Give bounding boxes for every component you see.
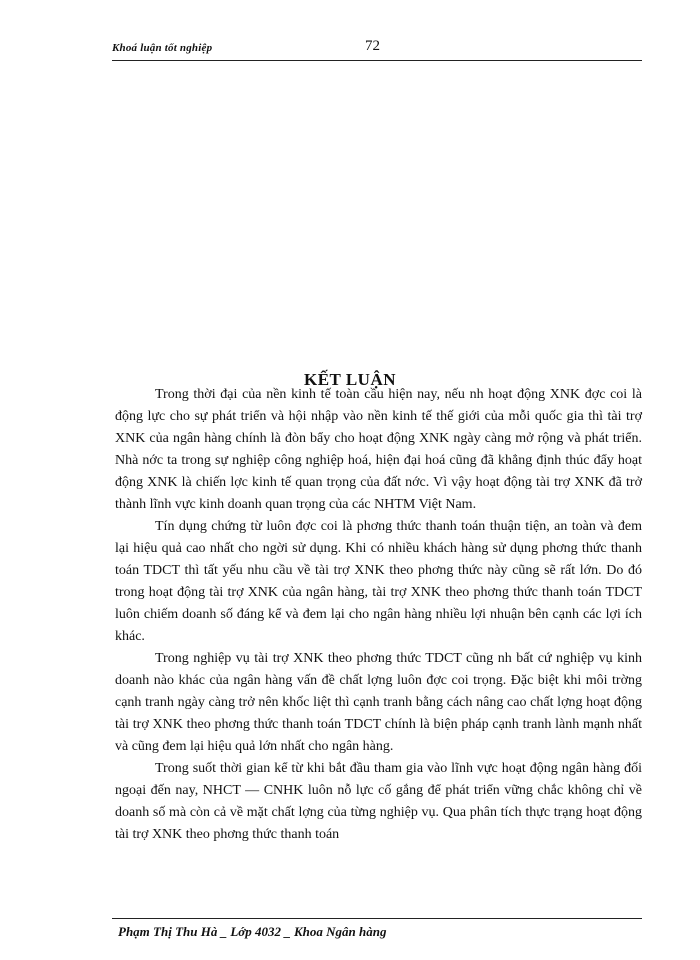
section-title: KẾT LUẬN: [303, 370, 396, 389]
paragraph: Tín dụng chứng từ luôn đợc coi là phơng thức thanh toán thuận tiện, an toàn và đem lại hiệu quả cao nhất cho ngời sử dụng. Khi có nhiều khách hàng sử dụng phơng thức thanh toán TDCT thì tất yếu nhu cầu về tài trợ XNK theo phơng thức này cũng sẽ rất lớn. Do đó trong hoạt động tài trợ XNK của ngân hàng, tài trợ XNK theo phơng thức thanh toán TDCT luôn chiếm doanh số đáng kể và đem lại cho ngân hàng nhiều lợi nhuận bên cạnh các lợi ích khác.: [115, 519, 642, 644]
paragraph: Trong suốt thời gian kể từ khi bắt đầu tham gia vào lĩnh vực hoạt động ngân hàng đối ngoại đến nay, NHCT — CNHK luôn nỗ lực cố gắng để phát triển vững chắc không chỉ về doanh số mà còn cả về mặt chất lợng của từng nghiệp vụ. Qua phân tích thực trạng hoạt động tài trợ XNK theo phơng thức thanh toán: [115, 761, 642, 842]
header-thesis-label: Khoá luận tốt nghiệp: [112, 42, 213, 54]
footer-divider: [112, 918, 642, 919]
header-divider: [112, 60, 642, 61]
paragraph: Trong nghiệp vụ tài trợ XNK theo phơng thức TDCT cũng nh bất cứ nghiệp vụ kinh doanh nào khác của ngân hàng vấn đề chất lợng luôn đợc coi trọng. Đặc biệt khi môi trờng cạnh tranh ngày càng trở nên khốc liệt thì cạnh tranh bằng cách nâng cao chất lợng hoạt động tài trợ XNK theo phơng thức thanh toán TDCT chính là biện pháp cạnh tranh lành mạnh nhất và cũng đem lại hiệu quả lớn nhất cho ngân hàng.: [115, 651, 642, 754]
page-number: 72: [365, 38, 380, 54]
page-footer: Phạm Thị Thu Hà _ Lớp 4032 _ Khoa Ngân hàng: [118, 924, 387, 939]
body-text: [115, 384, 642, 846]
paragraph: Trong thời đại của nền kinh tế toàn cầu hiện nay, nếu nh hoạt động XNK đợc coi là động lực cho sự phát triển và hội nhập vào nền kinh tế thế giới của mỗi quốc gia thì tài trợ XNK của ngân hàng chính là đòn bẩy cho hoạt động XNK ngày càng mở rộng và phát triển. Nhà nớc ta trong sự nghiệp công nghiệp hoá, hiện đại hoá cũng đã khẳng định thúc đẩy hoạt động XNK là chiến lợc kinh tế quan trọng của đất nớc. Vì vậy hoạt động tài trợ XNK đã trở thành lĩnh vực kinh doanh quan trọng của các NHTM Việt Nam.: [115, 387, 642, 512]
page-header: [112, 34, 642, 60]
